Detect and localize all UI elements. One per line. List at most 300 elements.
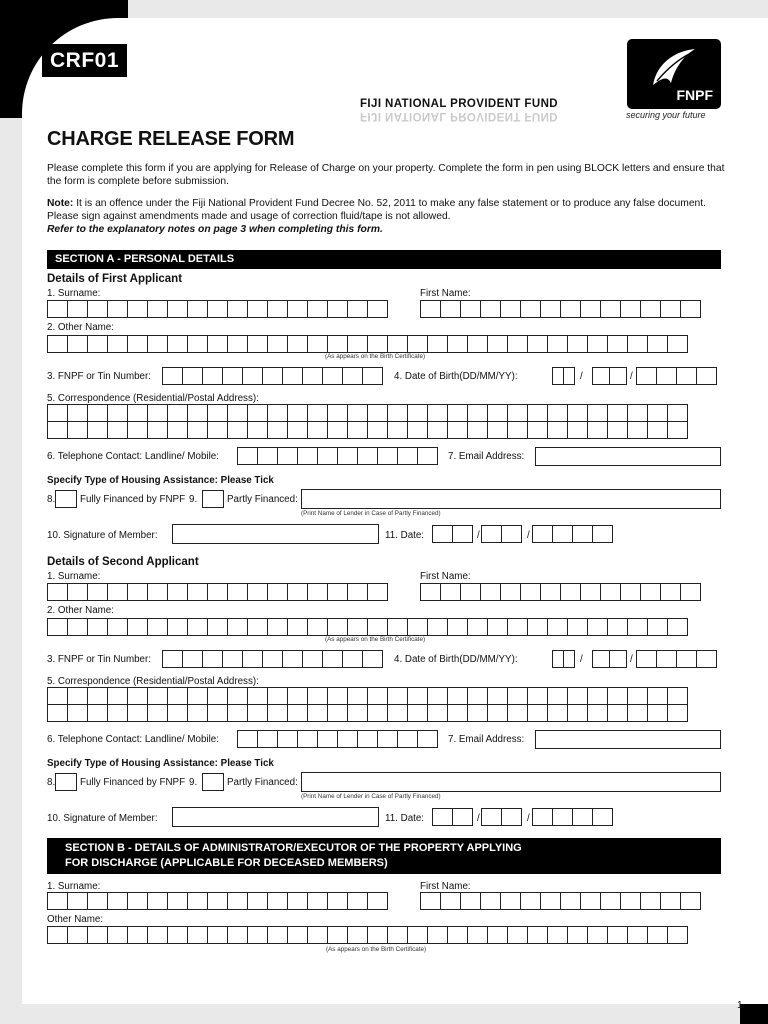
char-box[interactable] [287,404,308,422]
char-box[interactable] [207,704,228,722]
char-box[interactable] [247,704,268,722]
char-box[interactable] [567,704,588,722]
char-box[interactable] [67,892,88,910]
char-box[interactable] [607,421,628,439]
char-box[interactable] [547,404,568,422]
char-box[interactable] [302,650,323,668]
char-box[interactable] [307,687,328,705]
char-box[interactable] [452,808,473,826]
char-box[interactable] [247,926,268,944]
char-box[interactable] [357,730,378,748]
char-box[interactable] [47,704,68,722]
char-box[interactable] [187,583,208,601]
char-box[interactable] [609,650,627,668]
char-box[interactable] [427,926,448,944]
char-box[interactable] [377,447,398,465]
char-box[interactable] [107,926,128,944]
first-date-year-input[interactable] [532,525,613,543]
first-telephone-input[interactable] [237,447,438,465]
char-box[interactable] [267,926,288,944]
char-box[interactable] [587,704,608,722]
char-box[interactable] [107,704,128,722]
second-fnpf-tin-input[interactable] [162,650,383,668]
char-box[interactable] [487,704,508,722]
char-box[interactable] [182,367,203,385]
char-box[interactable] [187,618,208,636]
char-box[interactable] [560,583,581,601]
first-lender-name-input[interactable] [301,489,721,509]
char-box[interactable] [307,704,328,722]
char-box[interactable] [322,650,343,668]
char-box[interactable] [237,447,258,465]
first-email-input[interactable] [535,447,721,466]
char-box[interactable] [607,618,628,636]
char-box[interactable] [552,808,573,826]
char-box[interactable] [447,335,468,353]
char-box[interactable] [107,618,128,636]
second-lender-name-input[interactable] [301,772,721,792]
char-box[interactable] [187,335,208,353]
char-box[interactable] [347,687,368,705]
char-box[interactable] [487,618,508,636]
first-partly-financed-checkbox[interactable] [202,490,224,508]
first-date-month-input[interactable] [481,525,522,543]
char-box[interactable] [520,892,541,910]
char-box[interactable] [640,583,661,601]
char-box[interactable] [287,583,308,601]
char-box[interactable] [257,730,278,748]
char-box[interactable] [460,583,481,601]
char-box[interactable] [563,650,575,668]
char-box[interactable] [407,335,428,353]
char-box[interactable] [227,300,248,318]
char-box[interactable] [481,808,502,826]
char-box[interactable] [620,583,641,601]
char-box[interactable] [87,583,108,601]
char-box[interactable] [367,335,388,353]
char-box[interactable] [607,335,628,353]
char-box[interactable] [222,367,243,385]
char-box[interactable] [297,447,318,465]
char-box[interactable] [267,404,288,422]
char-box[interactable] [427,618,448,636]
char-box[interactable] [317,447,338,465]
char-box[interactable] [547,687,568,705]
char-box[interactable] [452,525,473,543]
section-b-other-name-input[interactable] [47,926,688,944]
char-box[interactable] [187,404,208,422]
char-box[interactable] [377,730,398,748]
char-box[interactable] [327,583,348,601]
char-box[interactable] [227,421,248,439]
char-box[interactable] [262,650,283,668]
second-address-line2-input[interactable] [47,704,688,722]
char-box[interactable] [207,421,228,439]
char-box[interactable] [592,367,610,385]
char-box[interactable] [600,300,621,318]
char-box[interactable] [407,618,428,636]
char-box[interactable] [467,618,488,636]
char-box[interactable] [87,704,108,722]
char-box[interactable] [267,687,288,705]
char-box[interactable] [660,892,681,910]
char-box[interactable] [447,926,468,944]
char-box[interactable] [247,335,268,353]
char-box[interactable] [680,892,701,910]
char-box[interactable] [287,892,308,910]
char-box[interactable] [507,404,528,422]
char-box[interactable] [480,583,501,601]
char-box[interactable] [87,926,108,944]
char-box[interactable] [107,421,128,439]
char-box[interactable] [287,926,308,944]
char-box[interactable] [187,892,208,910]
char-box[interactable] [267,618,288,636]
char-box[interactable] [667,926,688,944]
char-box[interactable] [367,421,388,439]
char-box[interactable] [222,650,243,668]
char-box[interactable] [447,618,468,636]
char-box[interactable] [572,525,593,543]
char-box[interactable] [417,447,438,465]
char-box[interactable] [620,892,641,910]
char-box[interactable] [647,335,668,353]
char-box[interactable] [680,583,701,601]
char-box[interactable] [127,300,148,318]
char-box[interactable] [87,404,108,422]
char-box[interactable] [592,808,613,826]
char-box[interactable] [567,404,588,422]
char-box[interactable] [507,687,528,705]
char-box[interactable] [667,404,688,422]
char-box[interactable] [532,525,553,543]
second-telephone-input[interactable] [237,730,438,748]
char-box[interactable] [347,583,368,601]
char-box[interactable] [67,335,88,353]
char-box[interactable] [207,583,228,601]
char-box[interactable] [487,335,508,353]
char-box[interactable] [680,300,701,318]
char-box[interactable] [167,583,188,601]
char-box[interactable] [347,404,368,422]
char-box[interactable] [609,367,627,385]
char-box[interactable] [67,421,88,439]
char-box[interactable] [67,583,88,601]
char-box[interactable] [87,421,108,439]
char-box[interactable] [407,704,428,722]
char-box[interactable] [187,926,208,944]
char-box[interactable] [387,335,408,353]
char-box[interactable] [267,300,288,318]
char-box[interactable] [552,525,573,543]
char-box[interactable] [127,926,148,944]
char-box[interactable] [307,892,328,910]
char-box[interactable] [647,687,668,705]
char-box[interactable] [287,421,308,439]
char-box[interactable] [47,300,68,318]
char-box[interactable] [627,618,648,636]
char-box[interactable] [600,583,621,601]
char-box[interactable] [302,367,323,385]
char-box[interactable] [467,335,488,353]
char-box[interactable] [467,421,488,439]
char-box[interactable] [676,367,697,385]
char-box[interactable] [277,730,298,748]
char-box[interactable] [327,687,348,705]
first-other-name-input[interactable] [47,335,688,353]
char-box[interactable] [407,687,428,705]
char-box[interactable] [207,618,228,636]
char-box[interactable] [500,300,521,318]
first-dob-month-input[interactable] [592,367,627,385]
char-box[interactable] [67,300,88,318]
char-box[interactable] [282,367,303,385]
char-box[interactable] [247,687,268,705]
char-box[interactable] [247,421,268,439]
second-email-input[interactable] [535,730,721,749]
char-box[interactable] [667,335,688,353]
char-box[interactable] [507,704,528,722]
first-dob-day-input[interactable] [552,367,575,385]
char-box[interactable] [567,335,588,353]
char-box[interactable] [587,618,608,636]
char-box[interactable] [107,892,128,910]
char-box[interactable] [277,447,298,465]
char-box[interactable] [247,892,268,910]
char-box[interactable] [427,404,448,422]
char-box[interactable] [572,808,593,826]
char-box[interactable] [347,892,368,910]
char-box[interactable] [540,583,561,601]
char-box[interactable] [532,808,553,826]
char-box[interactable] [540,892,561,910]
char-box[interactable] [147,421,168,439]
char-box[interactable] [202,650,223,668]
char-box[interactable] [362,367,383,385]
char-box[interactable] [500,892,521,910]
char-box[interactable] [167,404,188,422]
char-box[interactable] [187,687,208,705]
char-box[interactable] [527,335,548,353]
char-box[interactable] [367,404,388,422]
char-box[interactable] [660,583,681,601]
char-box[interactable] [307,583,328,601]
char-box[interactable] [587,421,608,439]
char-box[interactable] [162,650,183,668]
char-box[interactable] [587,404,608,422]
char-box[interactable] [567,687,588,705]
char-box[interactable] [607,926,628,944]
char-box[interactable] [640,300,661,318]
char-box[interactable] [592,525,613,543]
char-box[interactable] [420,300,441,318]
char-box[interactable] [207,404,228,422]
char-box[interactable] [507,421,528,439]
char-box[interactable] [67,926,88,944]
char-box[interactable] [47,404,68,422]
char-box[interactable] [647,926,668,944]
char-box[interactable] [47,335,68,353]
section-b-first-name-input[interactable] [420,892,701,910]
char-box[interactable] [147,687,168,705]
char-box[interactable] [440,583,461,601]
char-box[interactable] [162,367,183,385]
char-box[interactable] [337,447,358,465]
char-box[interactable] [460,300,481,318]
char-box[interactable] [227,926,248,944]
first-first-name-input[interactable] [420,300,701,318]
char-box[interactable] [460,892,481,910]
char-box[interactable] [167,618,188,636]
char-box[interactable] [182,650,203,668]
char-box[interactable] [307,300,328,318]
char-box[interactable] [247,300,268,318]
char-box[interactable] [282,650,303,668]
first-surname-input[interactable] [47,300,388,318]
char-box[interactable] [147,926,168,944]
char-box[interactable] [307,926,328,944]
char-box[interactable] [347,926,368,944]
char-box[interactable] [387,926,408,944]
char-box[interactable] [147,404,168,422]
char-box[interactable] [527,926,548,944]
char-box[interactable] [567,926,588,944]
char-box[interactable] [627,926,648,944]
char-box[interactable] [440,892,461,910]
char-box[interactable] [367,687,388,705]
char-box[interactable] [227,892,248,910]
char-box[interactable] [87,300,108,318]
char-box[interactable] [427,687,448,705]
char-box[interactable] [167,704,188,722]
first-fnpf-tin-input[interactable] [162,367,383,385]
char-box[interactable] [567,618,588,636]
char-box[interactable] [520,583,541,601]
second-address-line1-input[interactable] [47,687,688,705]
char-box[interactable] [547,618,568,636]
char-box[interactable] [207,892,228,910]
char-box[interactable] [501,808,522,826]
char-box[interactable] [167,421,188,439]
first-date-day-input[interactable] [432,525,473,543]
char-box[interactable] [327,704,348,722]
char-box[interactable] [107,583,128,601]
char-box[interactable] [587,687,608,705]
char-box[interactable] [527,687,548,705]
char-box[interactable] [167,892,188,910]
char-box[interactable] [167,926,188,944]
char-box[interactable] [500,583,521,601]
char-box[interactable] [347,335,368,353]
char-box[interactable] [467,926,488,944]
char-box[interactable] [237,730,258,748]
char-box[interactable] [487,404,508,422]
char-box[interactable] [147,300,168,318]
char-box[interactable] [507,335,528,353]
second-fully-financed-checkbox[interactable] [55,773,77,791]
char-box[interactable] [47,892,68,910]
char-box[interactable] [640,892,661,910]
char-box[interactable] [481,525,502,543]
section-b-surname-input[interactable] [47,892,388,910]
char-box[interactable] [427,704,448,722]
char-box[interactable] [342,367,363,385]
char-box[interactable] [620,300,641,318]
char-box[interactable] [347,618,368,636]
char-box[interactable] [287,335,308,353]
char-box[interactable] [342,650,363,668]
char-box[interactable] [547,421,568,439]
char-box[interactable] [587,335,608,353]
char-box[interactable] [267,335,288,353]
char-box[interactable] [507,618,528,636]
char-box[interactable] [627,404,648,422]
char-box[interactable] [187,421,208,439]
char-box[interactable] [287,704,308,722]
char-box[interactable] [247,583,268,601]
char-box[interactable] [167,300,188,318]
char-box[interactable] [607,404,628,422]
char-box[interactable] [127,421,148,439]
char-box[interactable] [567,421,588,439]
char-box[interactable] [327,926,348,944]
char-box[interactable] [327,404,348,422]
char-box[interactable] [227,404,248,422]
char-box[interactable] [540,300,561,318]
second-date-year-input[interactable] [532,808,613,826]
char-box[interactable] [347,300,368,318]
char-box[interactable] [87,687,108,705]
second-date-day-input[interactable] [432,808,473,826]
second-dob-month-input[interactable] [592,650,627,668]
char-box[interactable] [47,926,68,944]
char-box[interactable] [287,687,308,705]
first-signature-input[interactable] [172,524,379,544]
char-box[interactable] [667,704,688,722]
char-box[interactable] [242,650,263,668]
char-box[interactable] [127,404,148,422]
char-box[interactable] [367,892,388,910]
char-box[interactable] [207,687,228,705]
char-box[interactable] [297,730,318,748]
char-box[interactable] [327,892,348,910]
char-box[interactable] [527,404,548,422]
char-box[interactable] [580,583,601,601]
char-box[interactable] [592,650,610,668]
char-box[interactable] [307,335,328,353]
char-box[interactable] [167,335,188,353]
char-box[interactable] [147,618,168,636]
char-box[interactable] [501,525,522,543]
char-box[interactable] [327,300,348,318]
char-box[interactable] [667,618,688,636]
char-box[interactable] [647,618,668,636]
char-box[interactable] [257,447,278,465]
char-box[interactable] [147,892,168,910]
char-box[interactable] [387,687,408,705]
char-box[interactable] [47,583,68,601]
char-box[interactable] [547,704,568,722]
char-box[interactable] [387,618,408,636]
char-box[interactable] [87,335,108,353]
char-box[interactable] [357,447,378,465]
char-box[interactable] [520,300,541,318]
char-box[interactable] [417,730,438,748]
char-box[interactable] [600,892,621,910]
char-box[interactable] [367,300,388,318]
first-fully-financed-checkbox[interactable] [55,490,77,508]
char-box[interactable] [107,404,128,422]
